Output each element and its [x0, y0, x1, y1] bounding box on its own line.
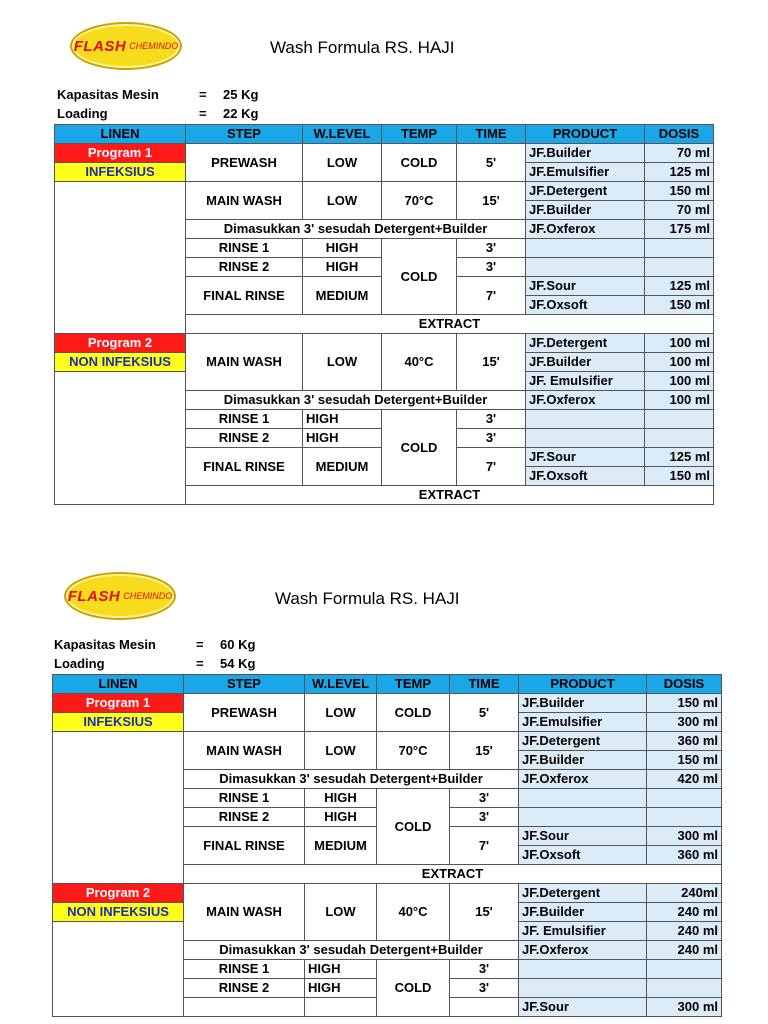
- table-cell: COLD: [382, 239, 457, 315]
- table-cell: [519, 789, 647, 808]
- table-cell: 100 ml: [645, 391, 714, 410]
- table-cell: [645, 410, 714, 429]
- table-cell: HIGH: [305, 960, 377, 979]
- table-cell: 3': [457, 429, 526, 448]
- flash-chemindo-logo: [70, 22, 182, 70]
- table-cell: [184, 998, 305, 1017]
- table-cell: JF.Oxsoft: [526, 296, 645, 315]
- info-text: [57, 104, 258, 123]
- table-cell: COLD: [377, 694, 450, 732]
- table-cell: JF.Oxferox: [526, 391, 645, 410]
- info-text: Kapasitas Mesin: [54, 637, 156, 652]
- table-cell: JF.Builder: [526, 201, 645, 220]
- flash-chemindo-logo: [64, 572, 176, 620]
- table-cell: JF.Sour: [526, 277, 645, 296]
- table-cell: 15': [457, 334, 526, 391]
- column-header: W.LEVEL: [303, 125, 382, 144]
- table-cell: EXTRACT: [186, 315, 714, 334]
- table-cell: MEDIUM: [303, 277, 382, 315]
- table-cell: 175 ml: [645, 220, 714, 239]
- table-cell: JF.Detergent: [526, 182, 645, 201]
- info-text: [54, 654, 255, 673]
- table-cell: JF.Sour: [519, 998, 647, 1017]
- table-cell: 240 ml: [647, 941, 722, 960]
- table-cell: 150 ml: [647, 694, 722, 713]
- table-cell: 5': [457, 144, 526, 182]
- table-cell: JF. Emulsifier: [526, 372, 645, 391]
- table-cell: 40°C: [377, 884, 450, 941]
- table-cell: 70°C: [377, 732, 450, 770]
- info-text: CHEMINDO: [123, 591, 173, 601]
- program-type: NON INFEKSIUS: [55, 353, 186, 372]
- info-text: 22 Kg: [223, 106, 259, 121]
- sheet2-formula-table: [52, 674, 722, 1017]
- table-cell: 240 ml: [647, 903, 722, 922]
- column-header: STEP: [184, 675, 305, 694]
- table-cell: 70 ml: [645, 201, 714, 220]
- table-cell: 150 ml: [647, 751, 722, 770]
- table-cell: [645, 258, 714, 277]
- column-header: W.LEVEL: [305, 675, 377, 694]
- table-cell: 70°C: [382, 182, 457, 220]
- sheet2-info: [54, 635, 255, 673]
- table-cell: COLD: [377, 960, 450, 1017]
- info-text: =: [199, 87, 207, 102]
- column-header: DOSIS: [647, 675, 722, 694]
- table-cell: MAIN WASH: [184, 732, 305, 770]
- table-cell: 3': [450, 808, 519, 827]
- table-cell: Dimasukkan 3' sesudah Detergent+Builder: [184, 770, 519, 789]
- table-cell: JF.Emulsifier: [519, 713, 647, 732]
- table-header-row: [55, 125, 714, 144]
- table-cell: JF.Oxferox: [519, 770, 647, 789]
- table-row: [53, 694, 722, 713]
- info-text: CHEMINDO: [129, 41, 179, 51]
- table-cell: [647, 979, 722, 998]
- table-cell: [450, 998, 519, 1017]
- table-cell: [53, 922, 184, 1017]
- column-header: LINEN: [53, 675, 184, 694]
- table-cell: JF.Builder: [519, 694, 647, 713]
- table-cell: JF.Builder: [526, 144, 645, 163]
- info-text: FLASH: [67, 587, 121, 605]
- table-cell: RINSE 2: [186, 429, 303, 448]
- table-cell: HIGH: [305, 979, 377, 998]
- table-cell: LOW: [305, 732, 377, 770]
- table-cell: 125 ml: [645, 163, 714, 182]
- table-cell: Dimasukkan 3' sesudah Detergent+Builder: [186, 220, 526, 239]
- table-cell: MAIN WASH: [186, 182, 303, 220]
- table-cell: 100 ml: [645, 353, 714, 372]
- table-cell: 300 ml: [647, 827, 722, 846]
- table-cell: [526, 410, 645, 429]
- table-cell: 15': [450, 732, 519, 770]
- table-cell: 3': [457, 239, 526, 258]
- program-label: Program 1: [55, 144, 186, 163]
- info-text: 54 Kg: [220, 656, 256, 671]
- table-cell: [526, 258, 645, 277]
- table-cell: JF.Detergent: [519, 732, 647, 751]
- table-cell: [647, 789, 722, 808]
- table-cell: MEDIUM: [303, 448, 382, 486]
- table-cell: 100 ml: [645, 372, 714, 391]
- table-cell: JF.Emulsifier: [526, 163, 645, 182]
- table-cell: 3': [450, 960, 519, 979]
- table-cell: RINSE 2: [184, 979, 305, 998]
- table-cell: HIGH: [303, 410, 382, 429]
- sheet1-formula-table: [54, 124, 714, 505]
- table-cell: Dimasukkan 3' sesudah Detergent+Builder: [186, 391, 526, 410]
- table-cell: MAIN WASH: [184, 884, 305, 941]
- table-cell: [526, 429, 645, 448]
- table-cell: RINSE 1: [184, 960, 305, 979]
- table-cell: JF.Sour: [519, 827, 647, 846]
- table-cell: LOW: [303, 182, 382, 220]
- table-cell: 15': [457, 182, 526, 220]
- table-cell: JF.Detergent: [526, 334, 645, 353]
- table-cell: HIGH: [303, 239, 382, 258]
- table-cell: LOW: [303, 144, 382, 182]
- info-text: =: [199, 106, 207, 121]
- column-header: TIME: [450, 675, 519, 694]
- table-cell: 150 ml: [645, 296, 714, 315]
- column-header: DOSIS: [645, 125, 714, 144]
- table-cell: RINSE 2: [186, 258, 303, 277]
- table-cell: 15': [450, 884, 519, 941]
- table-row: [55, 182, 714, 201]
- table-cell: [305, 998, 377, 1017]
- table-cell: JF. Emulsifier: [519, 922, 647, 941]
- sheet1-info: [57, 85, 258, 123]
- table-cell: JF.Builder: [519, 903, 647, 922]
- table-cell: 40°C: [382, 334, 457, 391]
- table-cell: [55, 372, 186, 505]
- info-text: 60 Kg: [220, 637, 256, 652]
- info-text: [57, 85, 258, 104]
- table-cell: LOW: [305, 884, 377, 941]
- table-cell: COLD: [382, 144, 457, 182]
- table-cell: RINSE 2: [184, 808, 305, 827]
- table-cell: JF.Oxsoft: [526, 467, 645, 486]
- table-cell: 70 ml: [645, 144, 714, 163]
- table-cell: RINSE 1: [186, 239, 303, 258]
- program-type: INFEKSIUS: [55, 163, 186, 182]
- table-cell: LOW: [305, 694, 377, 732]
- column-header: TEMP: [377, 675, 450, 694]
- column-header: TIME: [457, 125, 526, 144]
- program-label: Program 2: [53, 884, 184, 903]
- table-cell: 150 ml: [645, 182, 714, 201]
- table-header-row: [53, 675, 722, 694]
- table-cell: PREWASH: [184, 694, 305, 732]
- info-text: [54, 635, 255, 654]
- table-cell: JF.Oxferox: [526, 220, 645, 239]
- table-cell: [645, 239, 714, 258]
- table-cell: [53, 732, 184, 884]
- sheet2-title: Wash Formula RS. HAJI: [275, 589, 460, 608]
- info-text: =: [196, 656, 204, 671]
- table-cell: JF.Sour: [526, 448, 645, 467]
- program-type: INFEKSIUS: [53, 713, 184, 732]
- table-cell: 7': [457, 277, 526, 315]
- table-cell: HIGH: [305, 808, 377, 827]
- table-cell: 420 ml: [647, 770, 722, 789]
- table-cell: JF.Oxsoft: [519, 846, 647, 865]
- table-row: [55, 144, 714, 163]
- table-cell: EXTRACT: [186, 486, 714, 505]
- info-text: FLASH: [73, 37, 127, 55]
- table-cell: RINSE 1: [184, 789, 305, 808]
- table-cell: 360 ml: [647, 732, 722, 751]
- table-cell: 3': [457, 410, 526, 429]
- table-cell: [645, 429, 714, 448]
- table-cell: [647, 960, 722, 979]
- table-cell: 240ml: [647, 884, 722, 903]
- table-cell: MEDIUM: [305, 827, 377, 865]
- table-cell: 360 ml: [647, 846, 722, 865]
- table-cell: HIGH: [303, 258, 382, 277]
- table-cell: FINAL RINSE: [184, 827, 305, 865]
- table-cell: [647, 808, 722, 827]
- table-cell: RINSE 1: [186, 410, 303, 429]
- table-cell: PREWASH: [186, 144, 303, 182]
- table-cell: 300 ml: [647, 713, 722, 732]
- column-header: STEP: [186, 125, 303, 144]
- table-cell: JF.Detergent: [519, 884, 647, 903]
- column-header: TEMP: [382, 125, 457, 144]
- table-cell: HIGH: [303, 429, 382, 448]
- sheet1-title: Wash Formula RS. HAJI: [270, 38, 455, 57]
- table-cell: 5': [450, 694, 519, 732]
- table-cell: 7': [450, 827, 519, 865]
- info-text: Kapasitas Mesin: [57, 87, 159, 102]
- table-cell: 3': [450, 979, 519, 998]
- table-cell: FINAL RINSE: [186, 277, 303, 315]
- table-cell: 7': [457, 448, 526, 486]
- table-row: [53, 732, 722, 751]
- table-cell: JF.Builder: [519, 751, 647, 770]
- table-cell: 3': [450, 789, 519, 808]
- table-row: [55, 334, 714, 353]
- info-text: =: [196, 637, 204, 652]
- table-cell: COLD: [382, 410, 457, 486]
- column-header: PRODUCT: [526, 125, 645, 144]
- table-row: [53, 884, 722, 903]
- table-cell: [519, 979, 647, 998]
- program-label: Program 1: [53, 694, 184, 713]
- column-header: LINEN: [55, 125, 186, 144]
- table-cell: HIGH: [305, 789, 377, 808]
- info-text: 25 Kg: [223, 87, 259, 102]
- table-cell: JF.Builder: [526, 353, 645, 372]
- table-cell: EXTRACT: [184, 865, 722, 884]
- table-cell: 125 ml: [645, 277, 714, 296]
- column-header: PRODUCT: [519, 675, 647, 694]
- table-cell: COLD: [377, 789, 450, 865]
- table-cell: LOW: [303, 334, 382, 391]
- table-cell: 100 ml: [645, 334, 714, 353]
- table-cell: MAIN WASH: [186, 334, 303, 391]
- program-label: Program 2: [55, 334, 186, 353]
- table-cell: 300 ml: [647, 998, 722, 1017]
- table-cell: FINAL RINSE: [186, 448, 303, 486]
- table-cell: 3': [457, 258, 526, 277]
- table-cell: 125 ml: [645, 448, 714, 467]
- table-cell: JF.Oxferox: [519, 941, 647, 960]
- info-text: Loading: [54, 656, 105, 671]
- table-cell: 150 ml: [645, 467, 714, 486]
- table-cell: [55, 182, 186, 334]
- table-cell: [519, 960, 647, 979]
- table-cell: Dimasukkan 3' sesudah Detergent+Builder: [184, 941, 519, 960]
- table-cell: [526, 239, 645, 258]
- info-text: Loading: [57, 106, 108, 121]
- table-cell: [519, 808, 647, 827]
- table-cell: 240 ml: [647, 922, 722, 941]
- program-type: NON INFEKSIUS: [53, 903, 184, 922]
